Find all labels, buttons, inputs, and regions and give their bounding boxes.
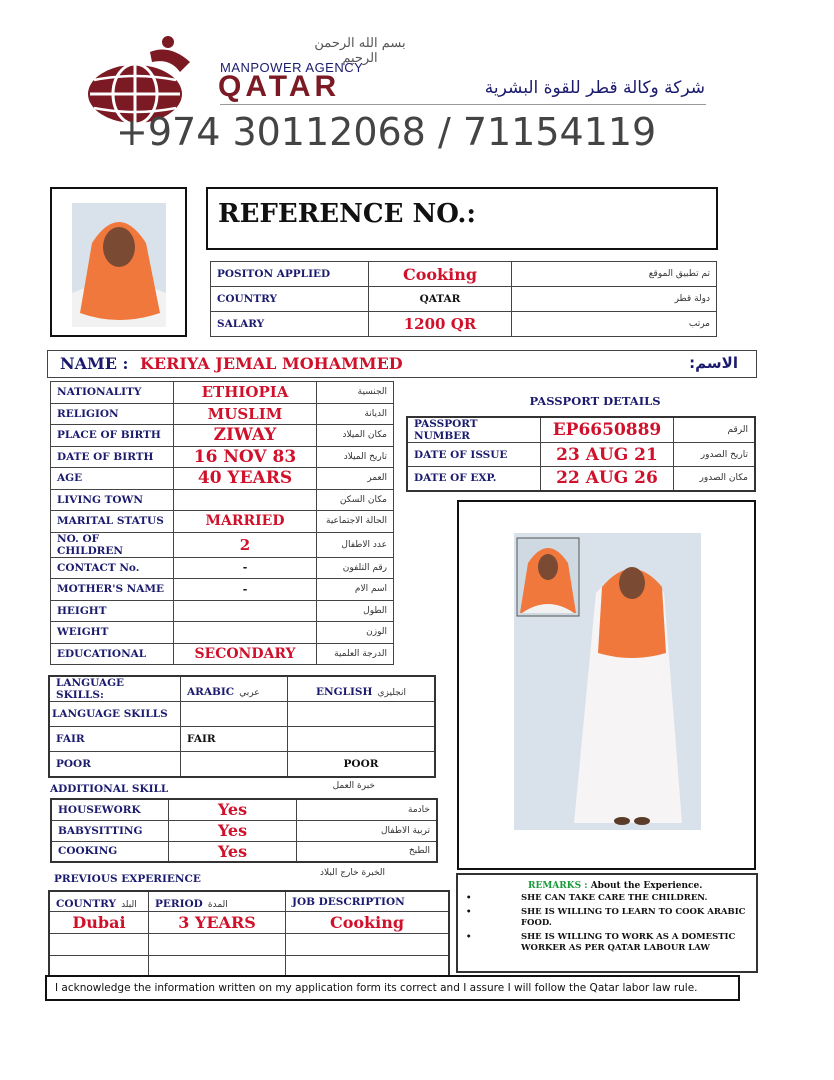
experience-table [48,890,450,977]
experience-cell [149,934,286,956]
skill-label: HOUSEWORK [51,799,169,820]
personal-label: PLACE OF BIRTH [51,425,174,447]
personal-row [51,557,394,579]
name-bar [47,350,757,378]
personal-value: MARRIED [174,511,317,533]
job-row-salary [211,312,717,337]
remark-item: • SHE IS WILLING TO LEARN TO COOK ARABIC FOOD. [466,907,746,928]
personal-label: WEIGHT [51,622,174,644]
language-cell [181,702,288,727]
job-label-ar: مرتب [512,312,717,337]
personal-label-ar: الديانة [317,403,394,425]
skill-row [51,841,437,862]
personal-row [51,600,394,622]
personal-label-ar: العمر [317,468,394,490]
remark-text: SHE IS WILLING TO WORK AS A DOMESTIC WORKER AS PER QATAR LABOUR LAW [521,932,736,953]
passport-table [406,416,756,492]
arabic-label: ARABIC [187,685,235,698]
skill-label: COOKING [51,841,169,862]
personal-row [51,382,394,404]
personal-label: DATE OF BIRTH [51,446,174,468]
personal-value: MUSLIM [174,403,317,425]
personal-value: ZIWAY [174,425,317,447]
skill-label: BABYSITTING [51,820,169,841]
passport-value: EP6650889 [541,417,674,443]
passport-row [407,467,755,491]
language-skills-label: LANGUAGE SKILLS: [49,676,181,702]
passport-value: 23 AUG 21 [541,443,674,467]
portrait-photo [72,203,166,327]
personal-row [51,511,394,533]
job-row-position [211,262,717,287]
personal-row [51,489,394,511]
passport-label-ar: الرقم [674,417,756,443]
personal-label: LIVING TOWN [51,489,174,511]
personal-label-ar: تاريخ الميلاد [317,446,394,468]
english-header-cell [288,676,436,702]
language-cell [288,702,436,727]
personal-value: 40 YEARS [174,468,317,490]
personal-row [51,468,394,490]
english-label-ar: انجليزي [377,687,406,698]
personal-label: MOTHER'S NAME [51,579,174,601]
personal-label-ar: الحالة الاجتماعية [317,511,394,533]
personal-row [51,446,394,468]
language-row-label: FAIR [49,727,181,752]
experience-cell [49,956,149,976]
portrait-frame [50,187,187,337]
job-row-country [211,287,717,312]
personal-label: MARITAL STATUS [51,511,174,533]
skill-value: Yes [169,820,297,841]
acknowledgement-text: I acknowledge the information written on my application form its correct and I assure I will follow the Qatar labor law rule. [55,982,698,994]
skill-value: Yes [169,841,297,862]
period-header [149,891,286,912]
job-value: 1200 QR [369,312,512,337]
job-label: POSITON APPLIED [211,262,369,287]
job-value: QATAR [369,287,512,312]
skill-label-ar: الطبخ [297,841,438,862]
personal-label-ar: مكان السكن [317,489,394,511]
passport-label: DATE OF ISSUE [407,443,541,467]
skill-label-ar: خادمة [297,799,438,820]
full-body-photo [514,533,701,830]
personal-value [174,622,317,644]
english-label: ENGLISH [316,685,373,698]
arabic-label-ar: عربي [239,687,260,698]
personal-row [51,579,394,601]
job-table [210,261,717,337]
personal-label: RELIGION [51,403,174,425]
remark-item: • SHE IS WILLING TO WORK AS A DOMESTIC WORKER AS PER QATAR LABOUR LAW [466,932,736,953]
language-table [48,675,436,778]
personal-label-ar: الدرجة العلمية [317,643,394,665]
remarks-title: REMARKS : [528,881,588,891]
skills-table [50,798,438,863]
personal-label-ar: مكان الميلاد [317,425,394,447]
personal-label: NO. OF CHILDREN [51,532,174,557]
country-header [49,891,149,912]
additional-skill-title-ar: خبرة العمل [332,781,375,791]
experience-job: Cooking [286,912,450,934]
person-portrait-icon [72,203,166,327]
personal-label: HEIGHT [51,600,174,622]
personal-value: 2 [174,532,317,557]
personal-label-ar: اسم الام [317,579,394,601]
remarks-title-rest: About the Experience. [590,881,703,891]
personal-label-ar: عدد الاطفال [317,532,394,557]
remark-text: SHE IS WILLING TO LEARN TO COOK ARABIC FOOD. [521,907,746,928]
job-label-ar: دولة قطر [512,287,717,312]
previous-experience-title-ar: الخبرة خارج البلاد [320,868,385,878]
passport-row [407,417,755,443]
skill-label-ar: تربية الاطفال [297,820,438,841]
personal-row [51,622,394,644]
name-value: KERIYA JEMAL MOHAMMED [140,354,403,373]
remarks-heading [528,881,702,891]
period-header-label-ar: المدة [207,900,228,910]
arabic-header-cell [181,676,288,702]
personal-value: SECONDARY [174,643,317,665]
job-label-ar: تم تطبيق الموقع [512,262,717,287]
agency-phone: +974 30112068 / 71154119 [116,110,657,154]
experience-row [49,912,449,934]
remark-item: • SHE CAN TAKE CARE THE CHILDREN. [466,893,708,903]
personal-value: ETHIOPIA [174,382,317,404]
agency-name-arabic: شركة وكالة قطر للقوة البشرية [484,78,705,98]
acknowledgement-box [45,975,740,1001]
name-label-ar: الاسم: [689,354,738,372]
job-label: SALARY [211,312,369,337]
experience-period: 3 YEARS [149,912,286,934]
remarks-box [456,873,758,973]
experience-country: Dubai [49,912,149,934]
name-label: NAME : [60,354,129,373]
country-header-label: COUNTRY [56,898,116,910]
experience-row [49,934,449,956]
passport-value: 22 AUG 26 [541,467,674,491]
passport-row [407,443,755,467]
personal-value: - [174,557,317,579]
personal-row [51,425,394,447]
passport-label: DATE OF EXP. [407,467,541,491]
experience-cell [286,934,450,956]
full-photo-frame [457,500,756,870]
country-header-label-ar: البلد [121,900,137,910]
passport-label-ar: تاريخ الصدور [674,443,756,467]
personal-table [50,381,394,665]
language-cell [181,752,288,777]
personal-label: CONTACT No. [51,557,174,579]
personal-label-ar: الجنسية [317,382,394,404]
passport-label-ar: مكان الصدور [674,467,756,491]
experience-cell [286,956,450,976]
reference-box [206,187,718,250]
personal-row [51,643,394,665]
english-level: POOR [288,752,436,777]
previous-experience-title: PREVIOUS EXPERIENCE [54,873,201,885]
experience-header-row [49,891,449,912]
personal-row [51,532,394,557]
language-row [49,752,435,777]
remarks-list [466,893,746,954]
language-cell [288,727,436,752]
personal-label: EDUCATIONAL [51,643,174,665]
personal-label-ar: الوزن [317,622,394,644]
personal-label: AGE [51,468,174,490]
personal-value: 16 NOV 83 [174,446,317,468]
remark-text: SHE CAN TAKE CARE THE CHILDREN. [521,893,708,903]
skill-value: Yes [169,799,297,820]
passport-title: PASSPORT DETAILS [529,394,661,408]
period-header-label: PERIOD [155,898,203,910]
agency-name-top: MANPOWER AGENCY [220,60,364,75]
arabic-level: FAIR [181,727,288,752]
experience-cell [149,956,286,976]
skill-row [51,799,437,820]
header-underline [220,104,706,105]
personal-value [174,600,317,622]
person-full-body-icon [514,533,701,830]
bismillah-text: بسم الله الرحمن الرحيم [314,36,406,66]
personal-label: NATIONALITY [51,382,174,404]
personal-label-ar: الطول [317,600,394,622]
passport-label: PASSPORT NUMBER [407,417,541,443]
personal-value [174,489,317,511]
personal-value: - [174,579,317,601]
language-row [49,702,435,727]
experience-row [49,956,449,976]
job-label: COUNTRY [211,287,369,312]
experience-cell [49,934,149,956]
job-value: Cooking [369,262,512,287]
language-header-row [49,676,435,702]
personal-label-ar: رقم التلفون [317,557,394,579]
additional-skill-title: ADDITIONAL SKILL [50,783,169,795]
language-row [49,727,435,752]
language-row-label: LANGUAGE SKILLS [49,702,181,727]
language-row-label: POOR [49,752,181,777]
personal-row [51,403,394,425]
agency-name-main: QATAR [218,70,341,103]
skill-row [51,820,437,841]
reference-label: REFERENCE NO.: [218,199,476,229]
job-header-label: JOB DESCRIPTION [286,891,450,912]
